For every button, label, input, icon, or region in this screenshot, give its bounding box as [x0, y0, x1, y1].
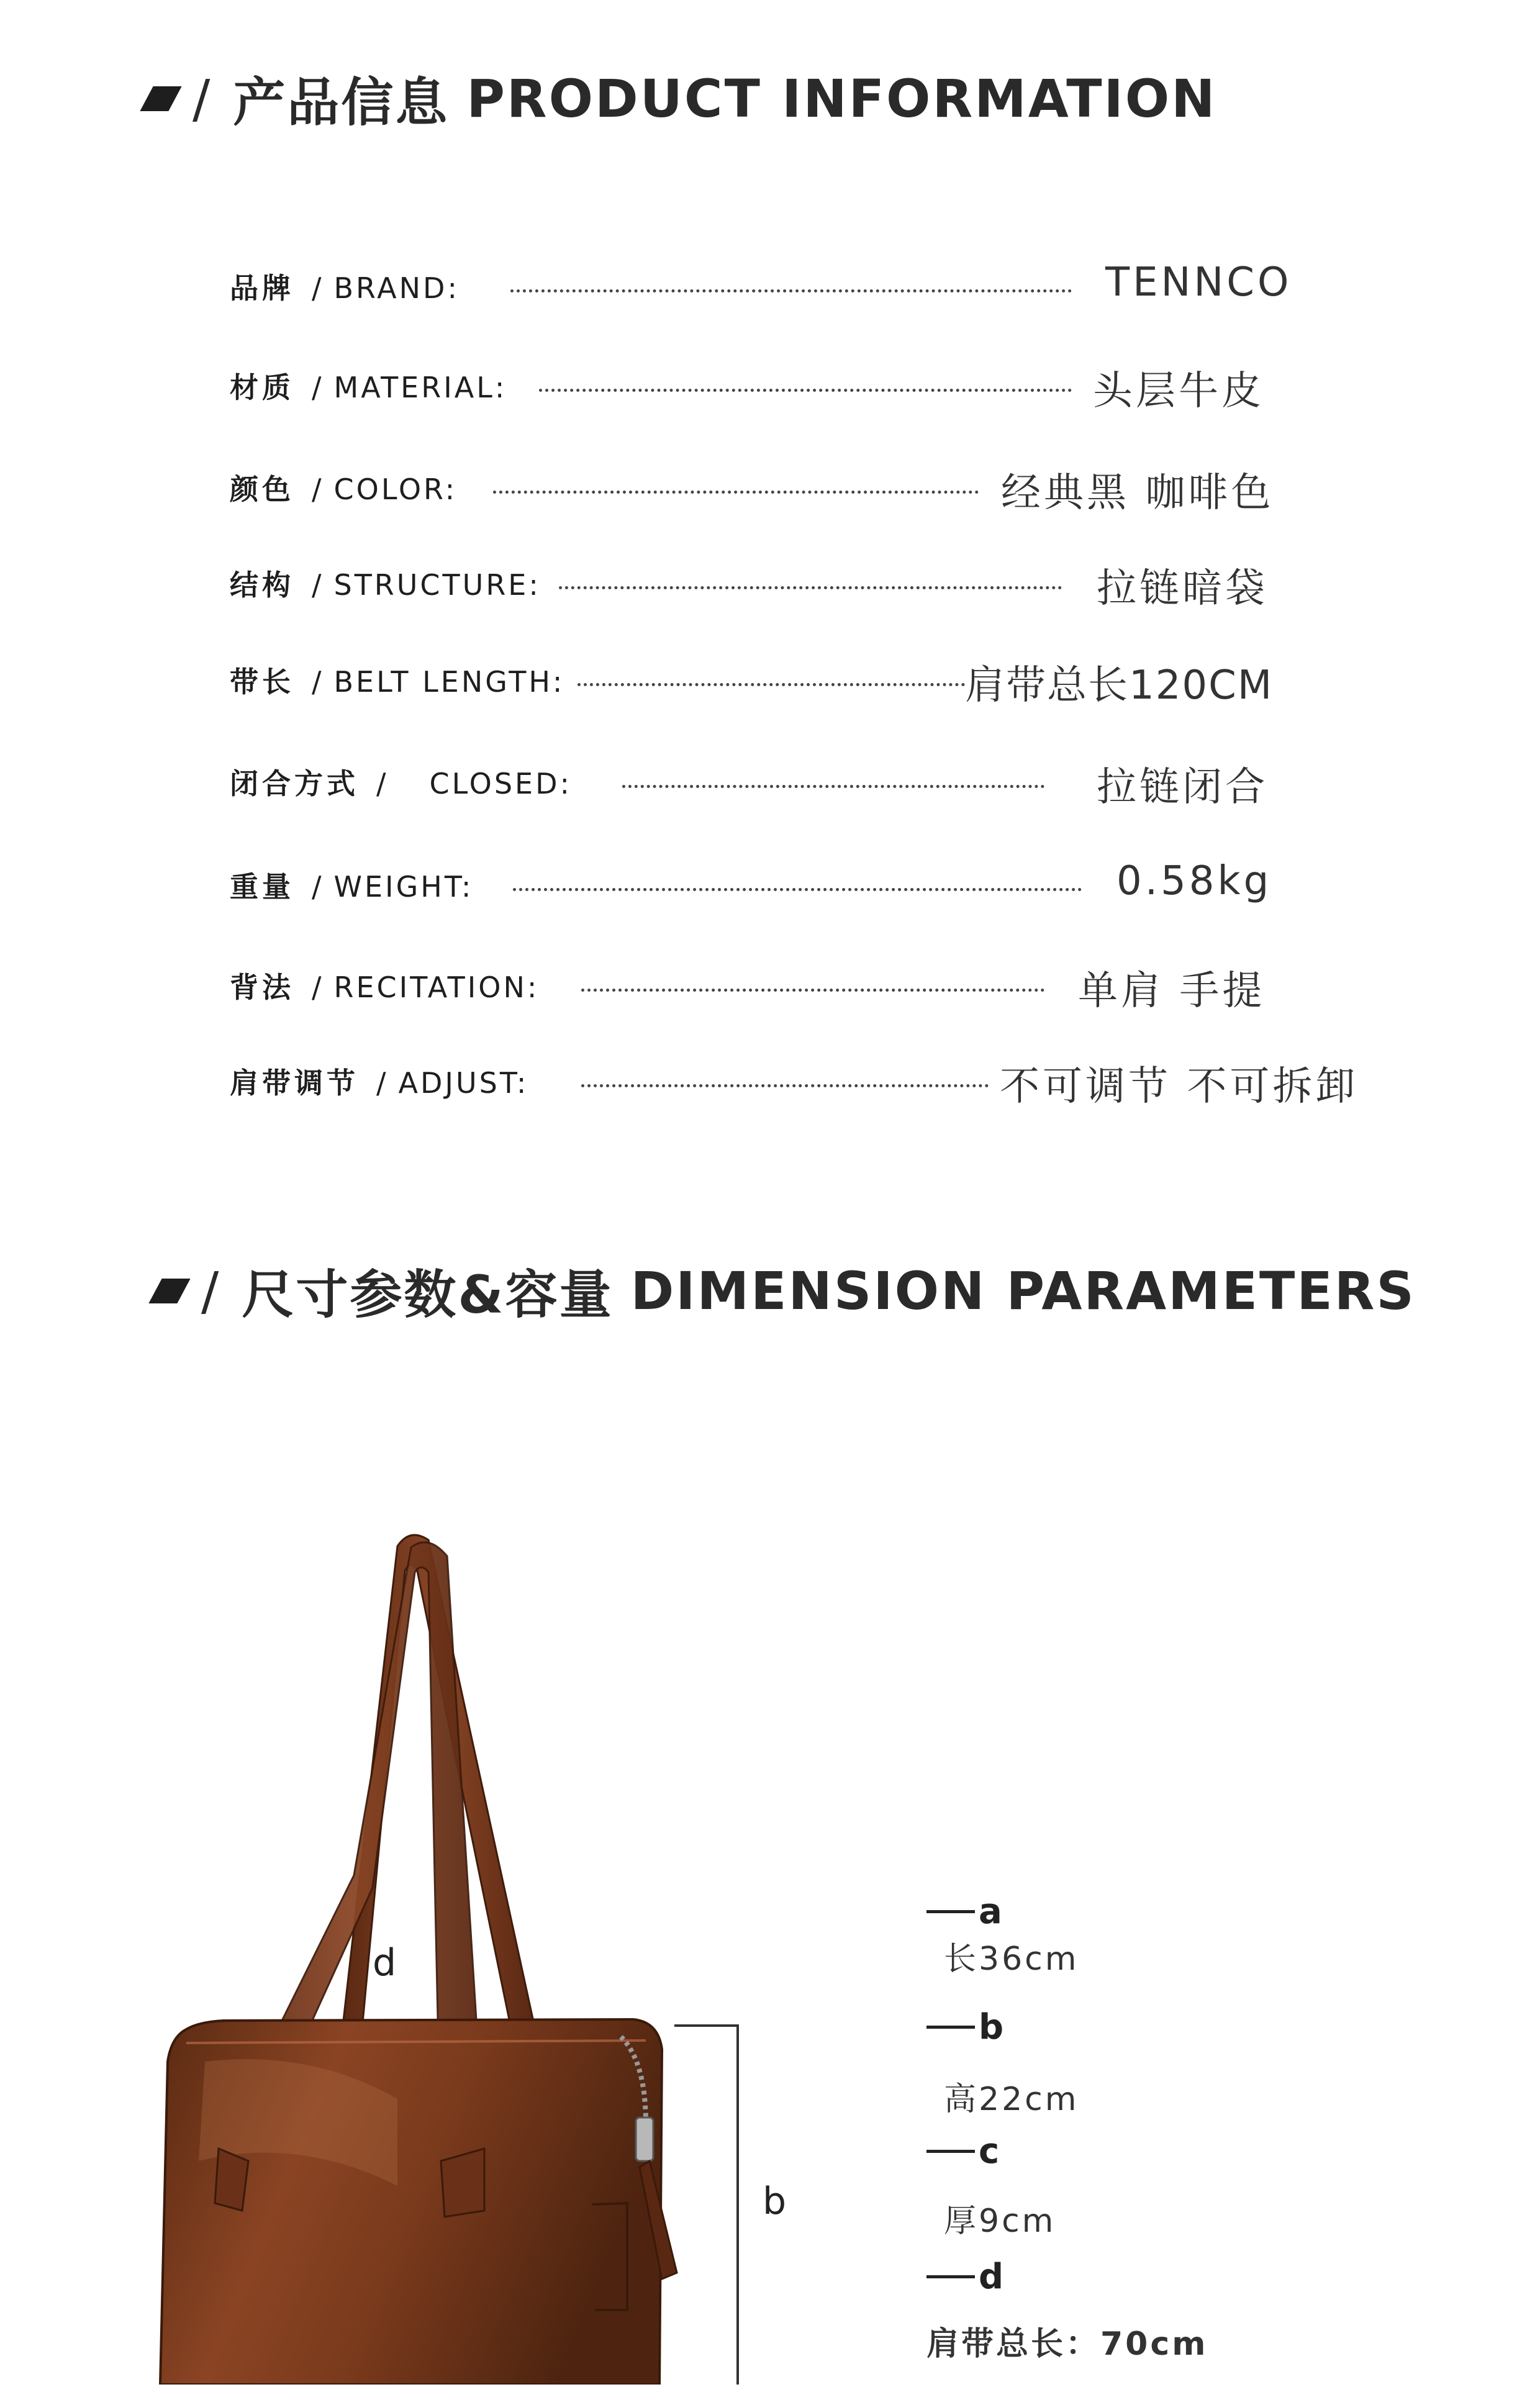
- dot-leader: [510, 289, 1072, 292]
- parallelogram-icon: [140, 86, 181, 111]
- product-info-heading: [147, 61, 1216, 136]
- dimension-title-cn: 尺寸参数&容量: [242, 1264, 614, 1325]
- dimension-heading: [155, 1253, 1416, 1328]
- spec-row-material: [230, 354, 1372, 414]
- dim-value-d: 肩带总长：70cm: [926, 2326, 1208, 2363]
- spec-value: 拉链暗袋: [1097, 566, 1268, 612]
- dash-icon: [926, 1910, 975, 1913]
- dash-icon: [926, 2275, 975, 2278]
- spec-label: 品牌 / BRAND:: [230, 271, 460, 305]
- spec-label: 肩带调节 / ADJUST:: [230, 1066, 529, 1100]
- dot-leader: [622, 785, 1044, 788]
- product-info-title-en: PRODUCT INFORMATION: [466, 68, 1217, 129]
- spec-value: 头层牛皮: [1093, 368, 1264, 414]
- dot-leader: [581, 1084, 989, 1087]
- dash-icon: [926, 2150, 975, 2153]
- spec-label: 背法 / RECITATION:: [230, 971, 540, 1004]
- dot-leader: [513, 888, 1082, 891]
- strap-label: d: [373, 1941, 397, 1985]
- dim-value-a: 长36cm: [944, 1941, 1079, 1978]
- spec-row-weight: [230, 853, 1372, 909]
- product-info-title-cn: 产品信息: [233, 72, 450, 133]
- height-bracket: [674, 2026, 738, 2385]
- dot-leader: [539, 389, 1072, 392]
- dot-leader: [493, 491, 979, 494]
- dash-icon: [926, 2026, 975, 2029]
- parallelogram-icon: [148, 1279, 190, 1303]
- spec-row-closed: [230, 750, 1372, 810]
- dot-leader: [559, 586, 1062, 589]
- dim-value-c: 厚9cm: [944, 2203, 1056, 2240]
- spec-row-adjust: [230, 1049, 1372, 1110]
- spec-row-recitation: [230, 954, 1372, 1014]
- heading-slash: /: [201, 1260, 221, 1321]
- spec-row-structure: [230, 551, 1372, 612]
- dim-key-d: d: [926, 2257, 1003, 2297]
- dim-value-b: 高22cm: [944, 2081, 1079, 2118]
- spec-row-belt-length: [230, 648, 1372, 709]
- spec-value: 肩带总长120CM: [965, 663, 1274, 709]
- dot-leader: [578, 683, 965, 686]
- spec-value: 经典黑 咖啡色: [1001, 470, 1274, 516]
- heading-slash: /: [192, 68, 212, 129]
- dim-key-a: a: [926, 1891, 1002, 1932]
- spec-label: 闭合方式 / CLOSED:: [230, 767, 572, 800]
- spec-row-color: [230, 456, 1372, 516]
- spec-value: 0.58kg: [1116, 858, 1272, 904]
- bag-illustration: [0, 1503, 795, 2385]
- dot-leader: [581, 989, 1044, 992]
- spec-value: 单肩 手提: [1078, 968, 1266, 1014]
- dim-key-b: b: [926, 2007, 1003, 2047]
- bag-photo: [0, 1503, 795, 2385]
- spec-value: 不可调节 不可拆卸: [1000, 1064, 1359, 1110]
- spec-label: 重量 / WEIGHT:: [230, 870, 474, 904]
- spec-value: 拉链闭合: [1097, 764, 1268, 810]
- spec-row-brand: [230, 255, 1372, 310]
- spec-label: 带长 / BELT LENGTH:: [230, 665, 565, 699]
- spec-label: 颜色 / COLOR:: [230, 473, 458, 506]
- spec-label: 材质 / MATERIAL:: [230, 371, 507, 404]
- spec-label: 结构 / STRUCTURE:: [230, 568, 541, 602]
- spec-value: TENNCO: [1105, 260, 1292, 306]
- height-label: b: [763, 2180, 787, 2223]
- dimension-title-en: DIMENSION PARAMETERS: [630, 1260, 1416, 1321]
- dim-key-c: c: [926, 2131, 999, 2172]
